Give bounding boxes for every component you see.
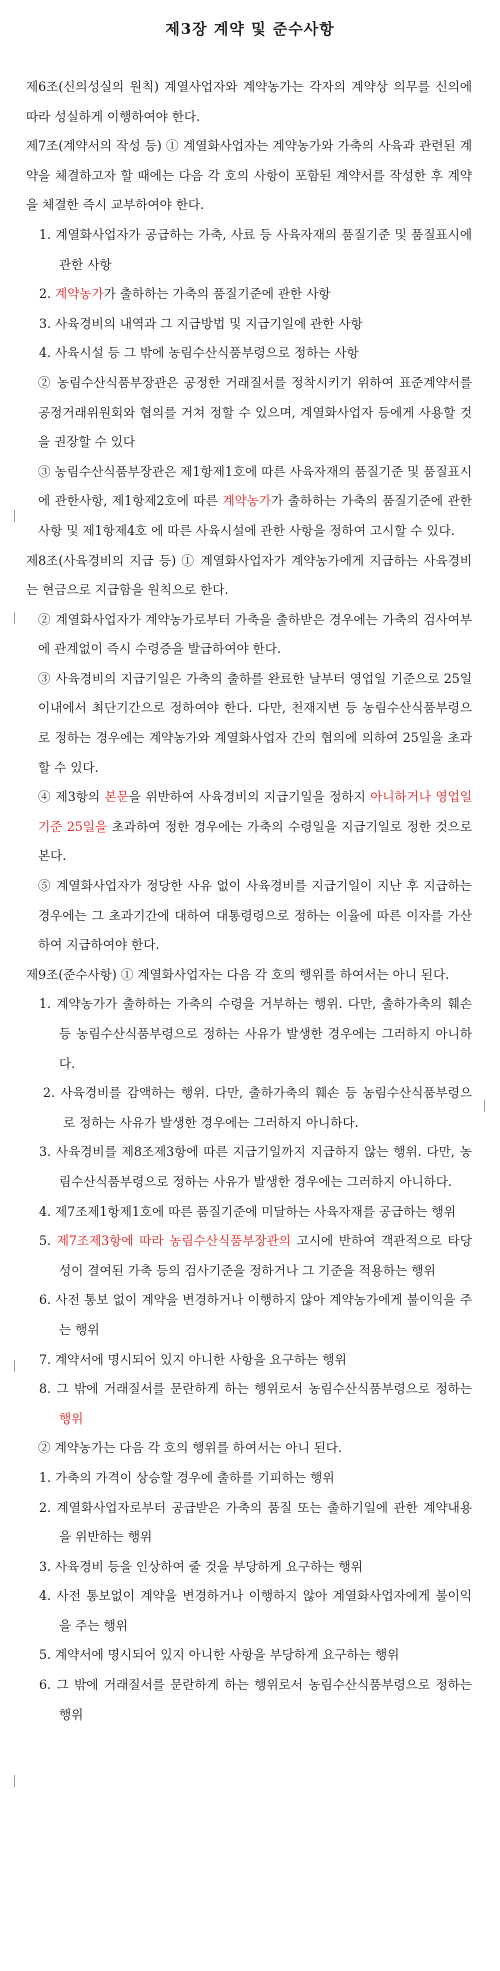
paragraph-art [26,546,472,605]
highlighted-text: 본문 [104,789,129,805]
paragraph-text: ② 계열화사업자가 계약농가로부터 가축을 출하받은 경우에는 가축의 검사여부에 관계없이 즉시 수령증을 발급하여야 한다. [38,611,472,657]
paragraph-text: 8. 그 밖에 거래질서를 문란하게 하는 행위로서 농림수산식품부령으로 정하는 [39,1381,472,1397]
paragraph-text: 5. 계약서에 명시되어 있지 아니한 사항을 부당하게 요구하는 행위 [39,1647,400,1663]
margin-mark [14,1360,15,1372]
paragraph-text: 3. 사육경비를 제8조제3항에 따른 지급기일까지 지급하지 않는 행위. 다만, 농림수산식품부령으로 정하는 사유가 발생한 경우에는 그러하지 아니하다. [39,1144,472,1189]
paragraph-item [26,1670,472,1729]
paragraph-text: ④ 제3항의 [38,789,105,805]
paragraph-text: 4. 사전 통보없이 계약을 변경하거나 이행하지 않아 계열화사업자에게 불이익을 주는 행위 [39,1588,472,1633]
highlighted-text: 제7조제3항에 따라 농림수산식품부장관의 [56,1233,291,1249]
highlighted-text: 행위 [59,1410,84,1426]
paragraph-item [26,220,472,279]
margin-mark [484,1100,485,1112]
paragraph-text: 초과하여 정한 경우에는 가축의 수령일을 지급기일로 정한 것으로 본다. [38,818,472,864]
paragraph-art [26,131,472,220]
paragraph-item [26,1640,472,1670]
paragraph-sub [26,605,472,664]
paragraph-item [26,1197,472,1227]
paragraph-text: 1. 계약농가가 출하하는 가축의 수령을 거부하는 행위. 다만, 출하가축의 훼손 등 농림수산식품부령으로 정하는 사유가 발생한 경우에는 그러하지 아니하다. [39,996,472,1071]
paragraph-text: 7. 계약서에 명시되어 있지 아니한 사항을 요구하는 행위 [39,1351,347,1367]
chapter-title: 제3장 계약 및 준수사항 [165,20,335,38]
paragraph-text: 6. 사전 통보 없이 계약을 변경하거나 이행하지 않아 계약농가에게 불이익을 주는 행위 [39,1292,472,1337]
document-body [26,72,472,1729]
paragraph-text: 가 출하하는 가축의 품질기준에 관한사항 및 제1항제4호 에 따른 사육시설에 관한 사항을 정하여 고시할 수 있다. [38,493,473,538]
paragraph-text: 2. 사육경비를 감액하는 행위. 다만, 출하가축의 훼손 등 농림수산식품부령으로 정하는 사유가 발생한 경우에는 그러하지 아니하다. [43,1085,472,1130]
paragraph-item [26,1463,472,1493]
paragraph-sub [26,457,472,546]
paragraph-text: 을 위반하여 사육경비의 지급기일을 정하지 [128,789,371,805]
paragraph-text: 2. 계열화사업자로부터 공급받은 가축의 품질 또는 출하기일에 관한 계약내용을 위반하는 행위 [39,1499,472,1545]
highlighted-text: 계약농가 [222,493,272,509]
highlighted-text: 아니하거나 영업일 기준 25일을 [38,789,472,834]
paragraph-text: 고시에 반하여 객관적으로 타당성이 결여된 가축 등의 검사기준을 정하거나 그 기준을 적용하는 행위 [59,1233,472,1278]
paragraph-text: 제7조(계약서의 작성 등) ① 계열화사업자는 계약농가와 가축의 사육과 관련된 계약을 체결하고자 할 때에는 다음 각 호의 사항이 포함된 계약서를 작성한 후 계약을 체결한 즉시 교부하여야 한다. [26,138,472,213]
paragraph-item [26,1493,472,1552]
paragraph-item [26,1226,472,1285]
paragraph-text: 5. [39,1233,57,1249]
paragraph-art [26,72,472,131]
paragraph-text: 6. 그 밖에 거래질서를 문란하게 하는 행위로서 농림수산식품부령으로 정하는 행위 [39,1677,472,1722]
paragraph-text: ② 농림수산식품부장관은 공정한 거래질서를 정착시키기 위하여 표준계약서를 공정거래위원회와 협의를 거쳐 정할 수 있으며, 계열화사업자 등에게 사용할 것을 권장할 수 있다 [38,374,472,450]
paragraph-text: 4. 사육시설 등 그 밖에 농림수산식품부령으로 정하는 사항 [39,345,359,361]
paragraph-text: 제8조(사육경비의 지급 등) ① 계열화사업자가 계약농가에게 지급하는 사육경비는 현금으로 지급함을 원칙으로 한다. [26,552,472,598]
paragraph-text: 3. 사육경비의 내역과 그 지급방법 및 지급기일에 관한 사항 [39,315,363,331]
paragraph-item [26,1078,472,1137]
margin-mark [14,510,15,522]
paragraph-text: 가 출하하는 가축의 품질기준에 관한 사항 [103,286,331,302]
paragraph-text: ③ 사육경비의 지급기일은 가축의 출하를 완료한 날부터 영업일 기준으로 25일 이내에서 최단기간으로 정하여야 한다. 다만, 천재지변 등 농림수산식품부령으로 정하는 경우에는 계약농가와 계열화사업자 간의 협의에 의하여 25일을 초과할 수 있다. [38,670,472,775]
paragraph-sub [26,664,472,782]
paragraph-item [26,1285,472,1344]
margin-mark [14,1775,15,1787]
paragraph-item [26,1581,472,1640]
paragraph-text: 제9조(준수사항) ① 계열화사업자는 다음 각 호의 행위를 하여서는 아니 된다. [26,966,450,982]
paragraph-art [26,960,472,990]
paragraph-sub [26,1433,472,1463]
highlighted-text: 계약농가 [55,286,104,302]
paragraph-sub [26,782,472,871]
paragraph-text: 4. 제7조제1항제1호에 따른 품질기준에 미달하는 사육자재를 공급하는 행위 [39,1203,456,1219]
paragraph-text: ⑤ 계열화사업자가 정당한 사유 없이 사육경비를 지급기일이 지난 후 지급하는 경우에는 그 초과기간에 대하여 대통령령으로 정하는 이율에 따른 이자를 가산하여 지급하여야 한다. [38,878,472,953]
paragraph-item [26,1552,472,1582]
paragraph-text: ② 계약농가는 다음 각 호의 행위를 하여서는 아니 된다. [38,1440,343,1456]
paragraph-item [26,1345,472,1375]
paragraph-item [26,1374,472,1433]
paragraph-item [26,989,472,1078]
paragraph-text: 제6조(신의성실의 원칙) 계열사업자와 계약농가는 각자의 계약상 의무를 신의에 따라 성실하게 이행하여야 한다. [26,79,472,124]
paragraph-text: 1. 계열화사업자가 공급하는 가축, 사료 등 사육자재의 품질기준 및 품질표시에 관한 사항 [39,226,472,272]
paragraph-sub [26,368,472,457]
paragraph-item [26,309,472,339]
paragraph-text: 2. [39,286,56,302]
paragraph-text: 1. 가축의 가격이 상승할 경우에 출하를 기피하는 행위 [39,1469,335,1485]
paragraph-item [26,279,472,309]
paragraph-item [26,1137,472,1196]
paragraph-text: 3. 사육경비 등을 인상하여 줄 것을 부당하게 요구하는 행위 [39,1558,363,1574]
paragraph-sub [26,871,472,960]
paragraph-item [26,338,472,368]
margin-mark [14,612,15,624]
paragraph-text: ③ 농림수산식품부장관은 제1항제1호에 따른 사육자재의 품질기준 및 품질표시에 관한사항, 제1항제2호에 따른 [38,463,472,509]
